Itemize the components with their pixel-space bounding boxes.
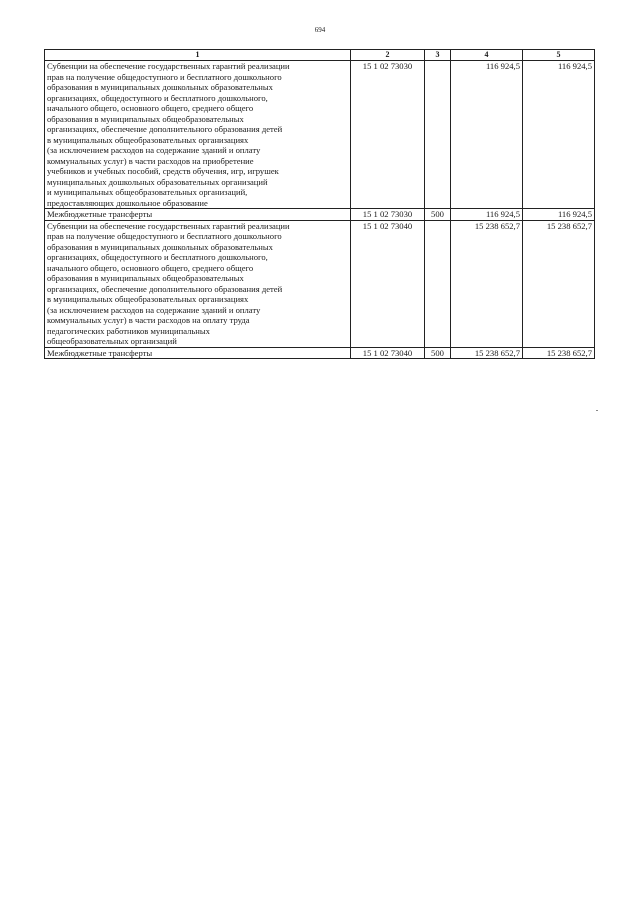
row-code-cell: 15 1 02 73040 [351, 220, 425, 347]
row-vr-cell [425, 220, 451, 347]
scan-speck [596, 410, 598, 411]
row-name-line: образования в муниципальных общеобразовательных [47, 113, 244, 124]
row-sum-2-cell: 15 238 652,7 [523, 347, 595, 359]
row-sum-1-cell: 116 924,5 [451, 61, 523, 209]
row-sum-2-cell: 116 924,5 [523, 61, 595, 209]
row-code-cell: 15 1 02 73030 [351, 61, 425, 209]
row-sum-2-cell: 116 924,5 [523, 209, 595, 221]
row-name-line: педагогических работников муниципальных [47, 325, 210, 336]
row-name-cell [45, 61, 351, 209]
row-name-cell [45, 209, 351, 221]
row-name-line: начального общего, основного общего, среднего общего [47, 103, 254, 113]
row-name-line: в муниципальных общеобразовательных организациях [47, 134, 249, 145]
row-sum-2-cell: 15 238 652,7 [523, 220, 595, 347]
page-number: 694 [314, 26, 326, 34]
header-col-5: 5 [523, 50, 595, 61]
row-name-line: общеобразовательных организаций [47, 336, 177, 346]
header-col-4: 4 [451, 50, 523, 61]
row-name-line: муниципальных дошкольных образовательных организаций [47, 176, 268, 187]
row-name-line: прав на получение общедоступного и бесплатного дошкольного [47, 71, 282, 82]
row-vr-cell: 500 [425, 347, 451, 359]
row-code-cell: 15 1 02 73040 [351, 347, 425, 359]
row-name-line: коммунальных услуг) в части расходов на оплату труда [47, 315, 250, 325]
row-name-line: организациях, общедоступного и бесплатного дошкольного, [47, 252, 268, 262]
table-row [45, 347, 595, 359]
row-sum-1-cell: 15 238 652,7 [451, 220, 523, 347]
row-name-line: (за исключением расходов на содержание зданий и оплату [47, 145, 261, 155]
row-code-cell: 15 1 02 73030 [351, 209, 425, 221]
row-vr-cell [425, 61, 451, 209]
row-name-cell [45, 347, 351, 359]
header-col-1: 1 [45, 50, 351, 61]
row-name-line: образования в муниципальных общеобразовательных [47, 273, 244, 283]
table-header-row [45, 50, 595, 61]
header-col-3: 3 [425, 50, 451, 61]
row-name-line: Субвенции на обеспечение государственных гарантий реализации [47, 220, 290, 231]
row-name-cell [45, 220, 351, 347]
row-name-line: учебников и учебных пособий, средств обучения, игр, игрушек [47, 166, 279, 176]
row-name-line: организациях, обеспечение дополнительного образования детей [47, 124, 283, 134]
row-sum-1-cell: 15 238 652,7 [451, 347, 523, 359]
row-name-line: Межбюджетные трансферты [47, 209, 153, 219]
row-name-line: предоставляющих дошкольное образование [47, 197, 208, 208]
row-name-line: организациях, общедоступного и бесплатного дошкольного, [47, 92, 268, 103]
row-vr-cell: 500 [425, 209, 451, 221]
header-col-2: 2 [351, 50, 425, 61]
row-name-line: (за исключением расходов на содержание зданий и оплату [47, 304, 261, 315]
row-name-line: Субвенции на обеспечение государственных гарантий реализации [47, 61, 290, 71]
row-name-line: прав на получение общедоступного и бесплатного дошкольного [47, 231, 282, 241]
table-row [45, 61, 595, 209]
row-name-line: Межбюджетные трансферты [47, 347, 153, 358]
row-name-line: коммунальных услуг) в части расходов на приобретение [47, 155, 254, 166]
row-name-line: образования в муниципальных дошкольных образовательных [47, 241, 273, 252]
row-name-line: организациях, обеспечение дополнительного образования детей [47, 283, 283, 294]
table-row [45, 220, 595, 347]
table-row [45, 209, 595, 221]
row-name-line: в муниципальных общеобразовательных организациях [47, 294, 249, 304]
table-body [45, 50, 595, 359]
row-name-line: начального общего, основного общего, среднего общего [47, 262, 254, 273]
row-name-line: и муниципальных общеобразовательных организаций, [47, 187, 248, 197]
budget-table [44, 49, 595, 359]
row-sum-1-cell: 116 924,5 [451, 209, 523, 221]
row-name-line: образования в муниципальных дошкольных образовательных [47, 82, 273, 92]
